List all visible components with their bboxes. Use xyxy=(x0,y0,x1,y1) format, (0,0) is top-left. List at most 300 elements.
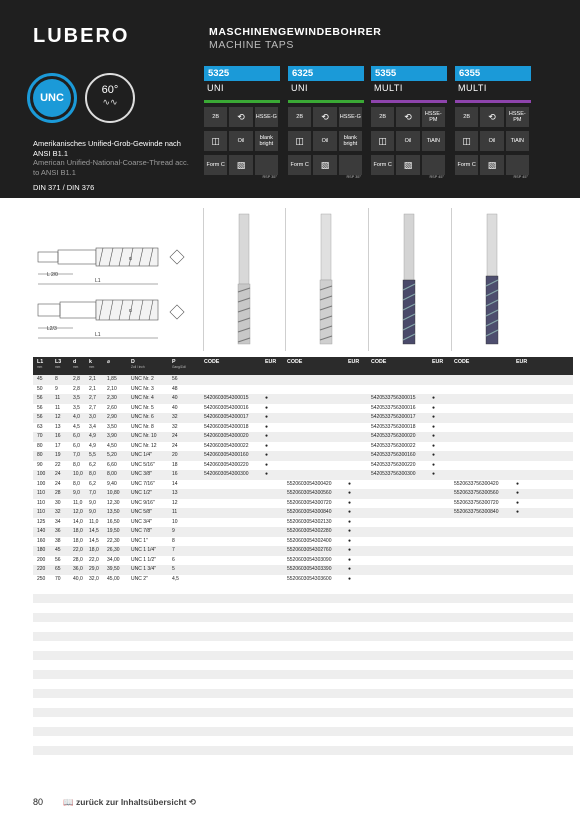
column-header-label: EUR xyxy=(348,359,360,365)
table-cell: 2,1 xyxy=(89,376,96,382)
feature-sub-label xyxy=(396,175,421,182)
description-en: American Unified-National-Coarse-Thread acc. to ANSI B1.1 xyxy=(33,158,189,177)
thread-profile-icon: ∿∿ xyxy=(102,97,118,107)
table-cell: 7 xyxy=(172,547,175,553)
table-cell: ● xyxy=(516,509,520,515)
product-column xyxy=(455,66,531,182)
feature-row xyxy=(288,107,364,127)
table-empty-row xyxy=(33,727,573,737)
feature-icon: 2B xyxy=(204,107,227,127)
table-cell: 11 xyxy=(55,395,61,401)
table-cell: 16,50 xyxy=(107,518,120,525)
table-cell: 90 xyxy=(37,461,43,468)
column-header xyxy=(172,359,186,369)
column-header xyxy=(287,359,302,365)
feature-sub-label xyxy=(371,175,396,182)
feature-icon: ▧ xyxy=(229,155,252,175)
unc-badge xyxy=(27,73,77,123)
table-cell: UNC Nr. 5 xyxy=(131,404,154,411)
tap-image-6355 xyxy=(477,212,507,347)
product-number: 5325 xyxy=(204,66,280,81)
table-cell: 34 xyxy=(55,518,61,525)
logo-last-letter: O xyxy=(111,25,130,47)
table-cell: ● xyxy=(432,433,436,439)
drawing-separator xyxy=(285,208,286,351)
table-cell: 5420603054300300 xyxy=(204,471,249,477)
table-cell: 6,0 xyxy=(73,433,80,439)
table-cell: ● xyxy=(265,433,269,439)
table-empty-row xyxy=(33,651,573,661)
table-body xyxy=(33,375,573,584)
feature-row xyxy=(288,155,364,175)
table-row xyxy=(33,489,573,499)
table-cell: 18,0 xyxy=(89,547,99,553)
thread-angle-badge xyxy=(85,73,135,123)
table-cell: 45,00 xyxy=(107,575,120,582)
table-cell: 24 xyxy=(172,442,178,449)
table-cell: 24 xyxy=(172,433,178,439)
table-cell: 22,0 xyxy=(73,547,83,553)
table-cell: ● xyxy=(516,490,520,496)
tap-image-5355 xyxy=(394,212,424,347)
feature-row xyxy=(204,155,280,175)
table-cell: 32 xyxy=(172,414,178,420)
table-cell: 5,20 xyxy=(107,452,117,458)
table-empty-row xyxy=(33,594,573,604)
table-cell: 5520603054300840 xyxy=(287,509,332,515)
table-row xyxy=(33,546,573,556)
column-header xyxy=(265,359,276,365)
table-cell: 5420533756300017 xyxy=(371,414,416,420)
feature-icon: TiAlN xyxy=(506,131,529,151)
table-cell: 3,90 xyxy=(107,433,117,439)
table-cell: 12,0 xyxy=(73,509,83,515)
table-cell: 5420603054300017 xyxy=(204,414,249,420)
table-cell: 5420603054300015 xyxy=(204,395,249,401)
table-cell: ● xyxy=(348,537,352,544)
feature-icon: 2B xyxy=(455,107,478,127)
table-cell: 3,5 xyxy=(73,404,80,411)
column-header-label: P xyxy=(172,359,176,365)
table-cell: 4,9 xyxy=(89,442,96,449)
feature-sub-labels xyxy=(371,175,447,182)
column-header-label: EUR xyxy=(265,359,277,365)
feature-icon: ⟲ xyxy=(229,107,252,127)
table-cell: 5420533756300015 xyxy=(371,395,416,401)
table-cell: ● xyxy=(265,442,269,449)
feature-row xyxy=(288,131,364,151)
table-row xyxy=(33,565,573,575)
table-cell: UNC 1 1/2" xyxy=(131,556,157,563)
page-header xyxy=(0,0,580,198)
column-header xyxy=(131,359,145,369)
table-empty-rows xyxy=(33,584,573,755)
table-row xyxy=(33,480,573,490)
feature-sub-labels xyxy=(455,175,531,182)
table-cell: 100 xyxy=(37,480,46,487)
feature-icon: ▧ xyxy=(313,155,336,175)
feature-icon: 2B xyxy=(371,107,394,127)
table-cell: 5420603054300022 xyxy=(204,442,249,449)
table-cell: 13,50 xyxy=(107,509,120,515)
column-header-label: ⌀ xyxy=(107,359,111,365)
table-cell: 56 xyxy=(55,556,61,563)
table-cell: UNC 3/4" xyxy=(131,518,152,525)
table-cell: 80 xyxy=(37,442,43,449)
table-cell: 12,30 xyxy=(107,499,120,506)
table-row xyxy=(33,537,573,547)
feature-icon: ◫ xyxy=(204,131,227,151)
table-cell: UNC Nr. 4 xyxy=(131,395,154,401)
l2-label-bottom: L2/3 xyxy=(47,326,57,332)
feature-sub-label xyxy=(313,175,338,182)
table-row xyxy=(33,404,573,414)
table-cell: ● xyxy=(432,395,436,401)
table-cell: UNC 5/8" xyxy=(131,509,152,515)
table-cell: 250 xyxy=(37,575,46,582)
table-cell: UNC 9/16" xyxy=(131,499,155,506)
drawing-separator xyxy=(368,208,369,351)
table-cell: 220 xyxy=(37,566,46,572)
table-cell: 32,0 xyxy=(89,575,99,582)
product-type: MULTI xyxy=(374,83,403,93)
feature-sub-labels xyxy=(204,175,280,182)
table-cell: 5420533756300220 xyxy=(371,461,416,468)
table-cell: 5520603054302280 xyxy=(287,528,332,534)
table-row xyxy=(33,394,573,404)
table-cell: 14,0 xyxy=(73,518,83,525)
column-header-label: CODE xyxy=(454,359,470,365)
feature-icon: 2B xyxy=(288,107,311,127)
column-header-unit: mm xyxy=(73,365,79,369)
table-cell: 110 xyxy=(37,509,45,515)
table-cell: ● xyxy=(265,414,269,420)
column-header-label: k xyxy=(89,359,92,365)
table-cell: UNC Nr. 10 xyxy=(131,433,157,439)
page-title-de: MASCHINENGEWINDEBOHRER xyxy=(209,26,382,38)
table-cell: 5 xyxy=(172,566,175,572)
table-cell: 8,0 xyxy=(73,461,80,468)
table-cell: 20 xyxy=(172,452,178,458)
table-cell: 19,50 xyxy=(107,528,120,534)
table-cell: UNC 7/8" xyxy=(131,528,152,534)
column-header-label: EUR xyxy=(516,359,528,365)
table-cell: 14,5 xyxy=(89,537,99,544)
table-cell: 5420533756300022 xyxy=(371,442,416,449)
thread-angle-label: 60° xyxy=(101,84,119,96)
table-row xyxy=(33,451,573,461)
table-cell: ● xyxy=(348,490,352,496)
table-cell: 10 xyxy=(172,518,178,525)
table-cell: ● xyxy=(348,547,352,553)
table-cell: 9,0 xyxy=(89,509,96,515)
table-cell: ● xyxy=(348,499,352,506)
column-header-label: L3 xyxy=(55,359,62,365)
page-title-en: MACHINE TAPS xyxy=(209,39,294,51)
table-cell: 4,9 xyxy=(89,433,96,439)
table-cell: 38 xyxy=(55,537,61,544)
table-row xyxy=(33,385,573,395)
table-cell: 5420533756300160 xyxy=(371,452,416,458)
feature-icon: Form C xyxy=(455,155,478,175)
table-cell: 2,90 xyxy=(107,414,117,420)
table-cell: 28 xyxy=(55,490,61,496)
column-header xyxy=(55,359,61,369)
table-cell: 5520603054303600 xyxy=(287,575,332,582)
table-cell: 28,0 xyxy=(73,556,83,563)
d-label-bottom: d xyxy=(129,308,132,314)
feature-row xyxy=(455,155,531,175)
table-cell: 14 xyxy=(172,480,178,487)
table-empty-row xyxy=(33,689,573,699)
table-cell: 5520603054300720 xyxy=(287,499,332,506)
table-row xyxy=(33,508,573,518)
feature-icon: ▧ xyxy=(396,155,419,175)
table-cell: ● xyxy=(348,480,352,487)
table-cell: 24 xyxy=(55,480,61,487)
table-cell: 9 xyxy=(55,385,58,392)
table-cell: 2,10 xyxy=(107,385,117,392)
table-cell: 2,8 xyxy=(73,376,80,382)
table-cell: UNC 1" xyxy=(131,537,148,544)
feature-icon: ⟲ xyxy=(313,107,336,127)
table-cell: 2,7 xyxy=(89,404,96,411)
feature-icon: Oil xyxy=(313,131,336,151)
table-empty-row xyxy=(33,613,573,623)
l2-label-top: L 2/0 xyxy=(47,272,58,278)
table-cell: ● xyxy=(432,461,436,468)
feature-icon: ◫ xyxy=(371,131,394,151)
table-cell: 1,85 xyxy=(107,376,117,382)
product-type: UNI xyxy=(291,83,308,93)
feature-icon: blank bright xyxy=(339,131,362,151)
column-header xyxy=(107,359,110,365)
table-cell: 24 xyxy=(55,471,61,477)
table-cell: 30 xyxy=(55,499,61,506)
table-cell: 40 xyxy=(172,395,178,401)
table-cell: ● xyxy=(265,404,269,411)
table-empty-row xyxy=(33,679,573,689)
table-cell: 2,8 xyxy=(73,385,80,392)
table-cell: 40 xyxy=(172,404,178,411)
table-cell: 5420533756300300 xyxy=(371,471,416,477)
table-cell: 5520603054302400 xyxy=(287,537,332,544)
column-header-label: CODE xyxy=(287,359,303,365)
table-cell: UNC 2" xyxy=(131,575,148,582)
feature-icon: Form C xyxy=(288,155,311,175)
table-cell: 56 xyxy=(37,404,43,411)
table-row xyxy=(33,442,573,452)
table-cell: 29,0 xyxy=(89,566,99,572)
l1-label-top: L1 xyxy=(95,278,101,284)
table-empty-row xyxy=(33,584,573,594)
table-row xyxy=(33,499,573,509)
column-header xyxy=(89,359,94,369)
table-cell: 22 xyxy=(55,461,61,468)
table-cell: ● xyxy=(348,575,352,582)
description-de: Amerikanisches Unified-Grob-Gewinde nach ANSI B1.1 xyxy=(33,139,181,158)
table-cell: 110 xyxy=(37,490,45,496)
table-cell: 13 xyxy=(55,423,61,430)
table-cell: 45 xyxy=(55,547,61,553)
table-cell: ● xyxy=(432,471,436,477)
column-header xyxy=(204,359,219,365)
table-cell: 34,00 xyxy=(107,556,120,563)
column-header-label: d xyxy=(73,359,77,365)
table-cell: 8 xyxy=(172,537,175,544)
table-empty-row xyxy=(33,641,573,651)
table-cell: 19 xyxy=(55,452,61,458)
table-cell: 48 xyxy=(172,385,178,392)
unc-badge-label: UNC xyxy=(33,79,71,117)
column-header-label: CODE xyxy=(371,359,387,365)
column-header-unit: Zoll / inch xyxy=(131,365,145,369)
product-column xyxy=(288,66,364,182)
table-cell: 2,60 xyxy=(107,404,117,411)
column-header xyxy=(348,359,359,365)
table-cell: ● xyxy=(348,528,352,534)
table-cell: ● xyxy=(432,404,436,411)
table-cell: 7,0 xyxy=(89,490,96,496)
column-header-label: D xyxy=(131,359,135,365)
back-to-contents-link[interactable]: 📖 zurück zur Inhaltsübersicht ⟲ xyxy=(63,797,196,807)
table-cell: UNC 1/2" xyxy=(131,490,152,496)
table-cell: 4,5 xyxy=(73,423,80,430)
product-column xyxy=(371,66,447,182)
brand-logo xyxy=(33,25,129,48)
table-row xyxy=(33,461,573,471)
table-cell: UNC 1 1/4" xyxy=(131,547,157,553)
table-cell: 70 xyxy=(55,575,61,582)
feature-icon xyxy=(506,155,529,175)
feature-icon: Form C xyxy=(371,155,394,175)
table-cell: 180 xyxy=(37,547,46,553)
table-cell: 8,0 xyxy=(89,471,96,477)
feature-row xyxy=(371,107,447,127)
table-row xyxy=(33,575,573,585)
column-header-unit: mm xyxy=(37,365,43,369)
feature-icon: ⟲ xyxy=(480,107,503,127)
feature-icon xyxy=(339,155,362,175)
table-cell: ● xyxy=(348,509,352,515)
table-cell: 10,80 xyxy=(107,490,120,496)
table-cell: 160 xyxy=(37,537,46,544)
table-cell: 8,00 xyxy=(107,471,117,477)
table-cell: 2,7 xyxy=(89,395,96,401)
feature-sub-label: RSP 45° xyxy=(429,175,444,179)
feature-icon: ◫ xyxy=(288,131,311,151)
table-cell: ● xyxy=(432,452,436,458)
table-cell: 8,0 xyxy=(73,480,80,487)
feature-icon xyxy=(255,155,278,175)
table-cell: 8 xyxy=(55,376,58,382)
feature-sub-label xyxy=(204,175,229,182)
table-cell: ● xyxy=(265,461,269,468)
table-cell: 39,50 xyxy=(107,566,120,572)
table-row xyxy=(33,556,573,566)
table-cell: 32 xyxy=(55,509,61,515)
table-cell: UNC 5/16" xyxy=(131,461,155,468)
table-cell: ● xyxy=(265,452,269,458)
feature-sub-label: RSP 35° xyxy=(262,175,277,179)
table-cell: 16 xyxy=(172,471,178,477)
product-type-bar xyxy=(371,100,447,103)
table-cell: 36,0 xyxy=(73,566,83,572)
table-row xyxy=(33,470,573,480)
table-cell: ● xyxy=(348,518,352,525)
table-cell: 70 xyxy=(37,433,43,439)
column-header-unit: mm xyxy=(89,365,95,369)
table-cell: 5420603054300160 xyxy=(204,452,249,458)
table-cell: 22,30 xyxy=(107,537,120,544)
table-cell: UNC Nr. 6 xyxy=(131,414,154,420)
table-cell: 110 xyxy=(37,499,45,506)
feature-row xyxy=(371,155,447,175)
table-empty-row xyxy=(33,603,573,613)
table-cell: UNC 3/8" xyxy=(131,471,152,477)
feature-sub-label: RSP 45° xyxy=(513,175,528,179)
feature-icon: ◫ xyxy=(455,131,478,151)
table-row xyxy=(33,518,573,528)
table-cell: 40,0 xyxy=(73,575,83,582)
table-cell: ● xyxy=(432,423,436,430)
feature-icon: Form C xyxy=(204,155,227,175)
product-type-bar xyxy=(204,100,280,103)
table-cell: ● xyxy=(265,423,269,430)
table-cell: 45 xyxy=(37,376,43,382)
column-header xyxy=(516,359,527,365)
table-cell: 11,0 xyxy=(73,499,83,506)
table-cell: 13 xyxy=(172,490,178,496)
table-cell: UNC 7/16" xyxy=(131,480,155,487)
table-row xyxy=(33,423,573,433)
feature-sub-label xyxy=(229,175,254,182)
table-cell: 5420533756300016 xyxy=(371,404,416,411)
product-column xyxy=(204,66,280,182)
table-empty-row xyxy=(33,736,573,746)
drawing-separator xyxy=(451,208,452,351)
table-header xyxy=(33,357,573,375)
table-cell: ● xyxy=(348,556,352,563)
table-cell: 6,2 xyxy=(89,461,96,468)
column-header-label: L1 xyxy=(37,359,44,365)
table-cell: 9,40 xyxy=(107,480,117,487)
table-cell: 4,50 xyxy=(107,442,117,449)
table-cell: 12 xyxy=(55,414,61,420)
table-cell: 5420533756300020 xyxy=(371,433,416,439)
table-cell: 18 xyxy=(172,461,178,468)
feature-sub-label xyxy=(288,175,313,182)
table-cell: 16 xyxy=(55,433,61,439)
product-number: 6325 xyxy=(288,66,364,81)
column-header xyxy=(73,359,78,369)
table-cell: 10,0 xyxy=(73,471,83,477)
table-cell: 26,30 xyxy=(107,547,120,553)
table-cell: 63 xyxy=(37,423,43,430)
table-cell: 32 xyxy=(172,423,178,430)
table-cell: 5520633756300420 xyxy=(454,480,499,487)
column-header-unit: mm xyxy=(55,365,61,369)
table-cell: 18,0 xyxy=(73,528,83,534)
drawing-separator xyxy=(203,208,204,351)
table-cell: UNC Nr. 3 xyxy=(131,385,154,392)
column-header xyxy=(432,359,443,365)
table-cell: ● xyxy=(516,480,520,487)
d-label-top: d xyxy=(129,256,132,262)
feature-icon: HSSE-PM xyxy=(506,107,529,127)
table-cell: 6,0 xyxy=(73,442,80,449)
table-cell: 5,5 xyxy=(89,452,96,458)
